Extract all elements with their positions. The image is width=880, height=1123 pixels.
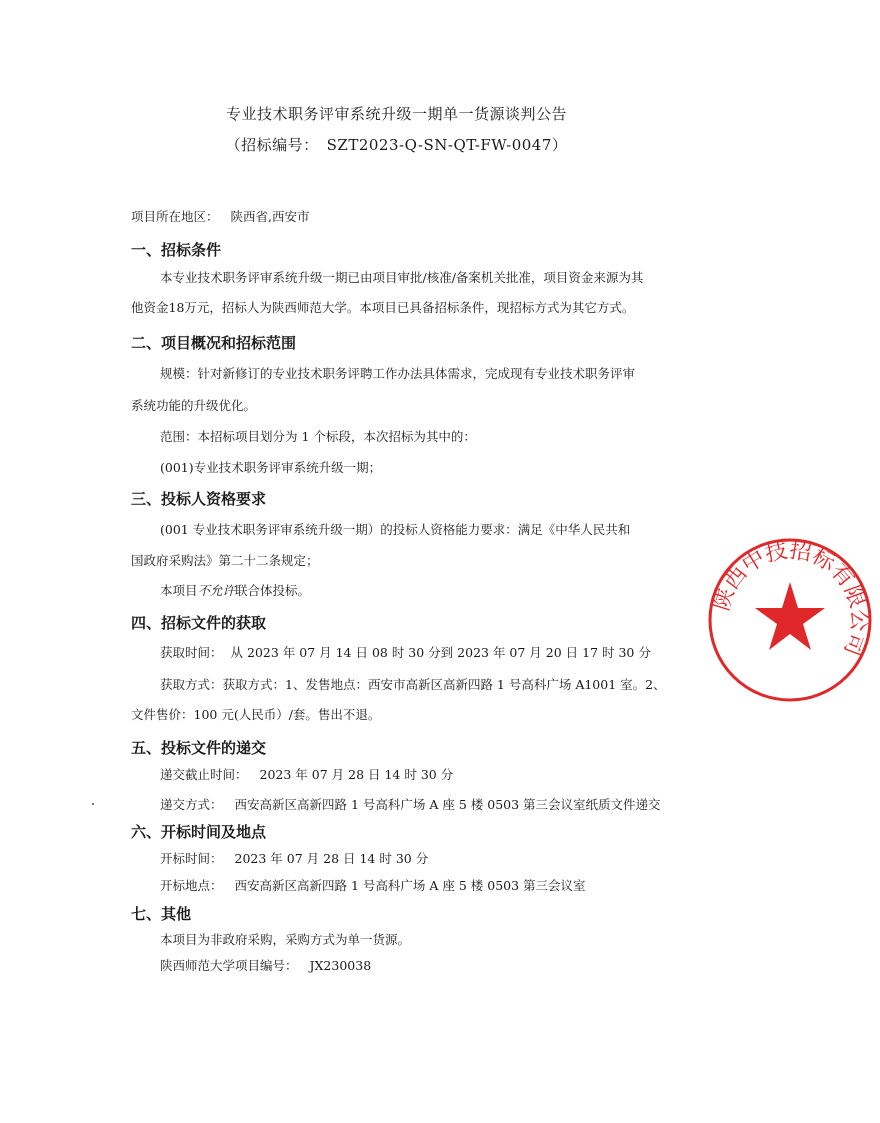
project-location [131, 209, 310, 225]
s5-deadline [160, 767, 453, 783]
s5-method-label: 递交方式： [160, 797, 223, 812]
s7-line-1: 本项目为非政府采购，采购方式为单一货源。 [160, 932, 411, 947]
joint-suffix: 联合体投标。 [235, 583, 311, 598]
s6-place-label: 开标地点： [160, 878, 223, 893]
location-value: 陕西省,西安市 [230, 209, 310, 224]
section-heading-2: 二、项目概况和招标范围 [131, 334, 297, 352]
s2-scale-line-2: 系统功能的升级优化。 [131, 398, 257, 413]
bid-number: （招标编号： SZT2023-Q-SN-QT-FW-0047） [225, 136, 568, 154]
s3-requirement-line-1: (001 专业技术职务评审系统升级一期）的投标人资格能力要求：满足《中华人民共和 [160, 522, 631, 537]
company-seal-stamp [700, 530, 880, 710]
s3-requirement-line-2: 国政府采购法》第二十二条规定； [131, 553, 319, 568]
section-heading-1: 一、招标条件 [131, 241, 222, 259]
joint-italic: 不允许 [197, 583, 236, 598]
s5-method-value: 西安高新区高新四路 1 号高科广场 A 座 5 楼 0503 第三会议室纸质文件递交 [234, 797, 661, 812]
s6-place-value: 西安高新区高新四路 1 号高科广场 A 座 5 楼 0503 第三会议室 [234, 878, 586, 893]
s5-deadline-label: 递交截止时间： [160, 767, 248, 782]
s6-time [160, 851, 428, 867]
section-heading-7: 七、其他 [131, 905, 192, 923]
s4-time-label: 获取时间： [160, 645, 223, 660]
s1-paragraph-line-1: 本专业技术职务评审系统升级一期已由项目审批/核准/备案机关批准，项目资金来源为其 [160, 270, 644, 285]
s4-method-line-2: 文件售价：100 元(人民币）/套。售出不退。 [131, 707, 381, 722]
s5-deadline-value: 2023 年 07 月 28 日 14 时 30 分 [259, 767, 454, 782]
section-heading-3: 三、投标人资格要求 [131, 490, 267, 508]
s4-time-value: 从 2023 年 07 月 14 日 08 时 30 分到 2023 年 07 月 20 日 17 时 30 分 [230, 645, 651, 660]
s2-scope: 范围：本招标项目划分为 1 个标段，本次招标为其中的： [160, 429, 476, 444]
s6-place [160, 878, 586, 894]
s7-project-number [160, 958, 371, 974]
s3-joint-bid [160, 583, 310, 599]
s4-method-line-1: 获取方式：获取方式：1、发售地点：西安市高新区高新四路 1 号高科广场 A1001 室。2、 [160, 677, 666, 692]
section-heading-4: 四、招标文件的获取 [131, 614, 267, 632]
seal-text-path: 陕西中技招标有限公司 [709, 538, 872, 660]
s4-time [160, 645, 651, 661]
s5-method [160, 797, 661, 813]
s2-scale-line-1: 规模：针对新修订的专业技术职务评聘工作办法具体需求，完成现有专业技术职务评审 [160, 366, 636, 381]
s7-project-label: 陕西师范大学项目编号： [160, 958, 298, 973]
document-title: 专业技术职务评审系统升级一期单一货源谈判公告 [225, 105, 567, 123]
seal-star-icon [755, 582, 825, 650]
scan-speck [92, 803, 94, 805]
s2-lot: (001)专业技术职务评审系统升级一期； [160, 460, 382, 475]
section-heading-6: 六、开标时间及地点 [131, 823, 267, 841]
s6-time-value: 2023 年 07 月 28 日 14 时 30 分 [234, 851, 429, 866]
section-heading-5: 五、投标文件的递交 [131, 739, 267, 757]
location-label: 项目所在地区： [131, 209, 219, 224]
s7-project-value: JX230038 [309, 958, 372, 973]
s6-time-label: 开标时间： [160, 851, 223, 866]
joint-prefix: 本项目 [160, 583, 198, 598]
s1-paragraph-line-2: 他资金18万元，招标人为陕西师范大学。本项目已具备招标条件，现招标方式为其它方式。 [131, 300, 635, 315]
